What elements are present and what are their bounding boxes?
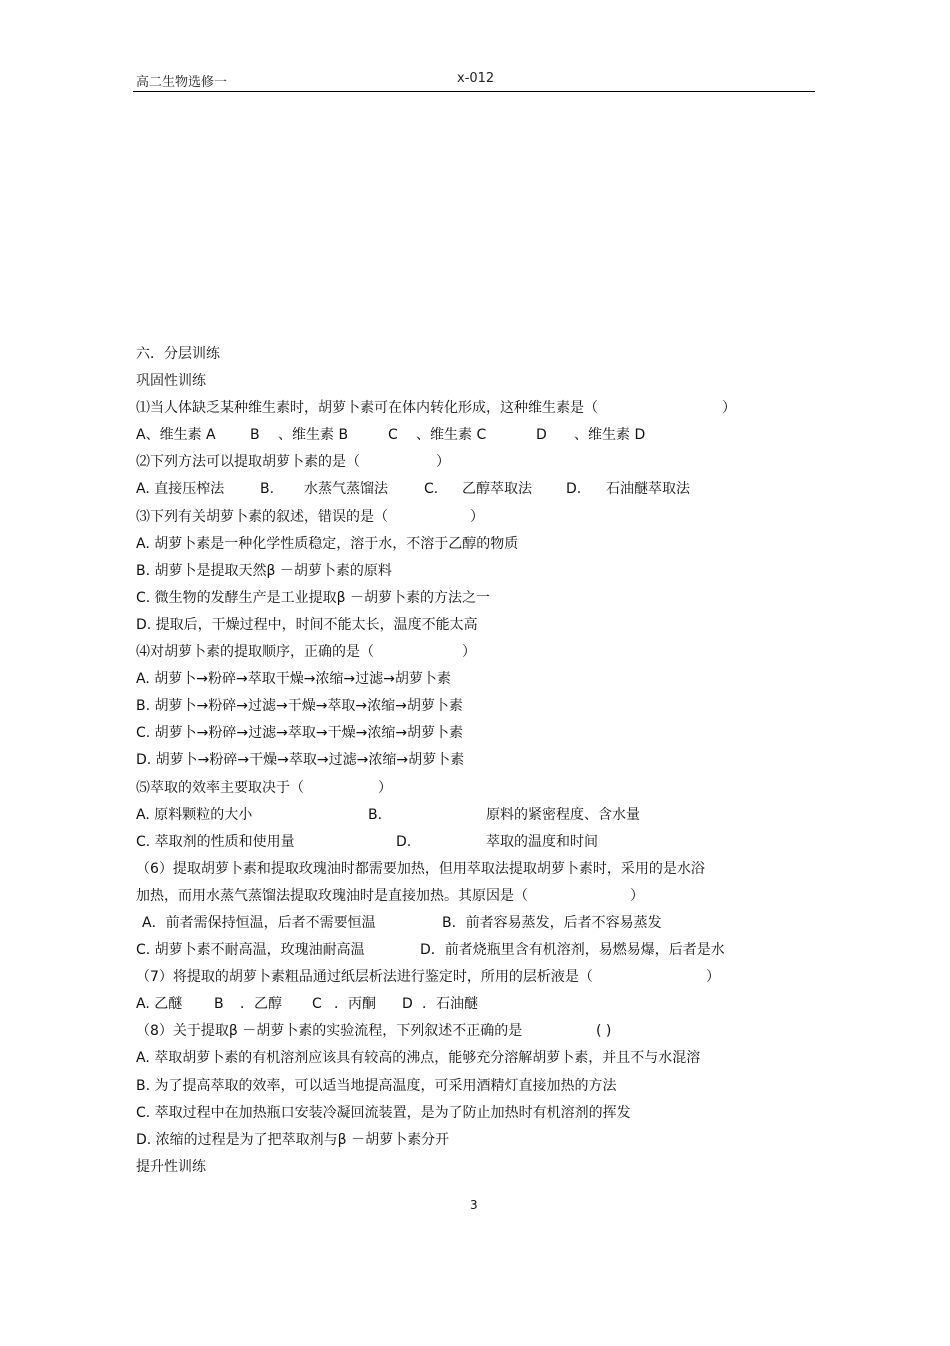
q6-options-ab: A．前者需保持恒温，后者不需要恒温 B．前者容易蒸发，后者不容易蒸发 xyxy=(142,914,662,931)
q5-options-ab: A. 原料颗粒的大小 B. 原料的紧密程度、含水量 xyxy=(136,806,640,823)
q3-option-d: D. 提取后，干燥过程中，时间不能太长，温度不能太高 xyxy=(136,616,478,633)
header-right: x-012 xyxy=(457,71,495,86)
q5-stem: ⑸萃取的效率主要取决于（ ） xyxy=(136,779,392,796)
q8-stem: （8）关于提取β －胡萝卜素的实验流程，下列叙述不正确的是 ( ) xyxy=(136,1023,612,1040)
q3-option-c: C. 微生物的发酵生产是工业提取β －胡萝卜素的方法之一 xyxy=(136,589,491,606)
q4-option-d: D. 胡萝卜→粉碎→干燥→萃取→过滤→浓缩→胡萝卜素 xyxy=(136,752,465,769)
q5-options-cd: C. 萃取剂的性质和使用量 D. 萃取的温度和时间 xyxy=(136,833,598,850)
q6-stem-line2: 加热，而用水蒸气蒸馏法提取玫瑰油时是直接加热。其原因是（ ） xyxy=(136,887,644,904)
header-rule xyxy=(133,91,815,92)
section-title: 六．分层训练 xyxy=(136,346,220,362)
subheading-consolidation: 巩固性训练 xyxy=(136,373,206,390)
q1-options: A、维生素 A B 、维生素 B C 、维生素 C D 、维生素 D xyxy=(136,427,646,444)
q2-options: A. 直接压榨法 B. 水蒸气蒸馏法 C. 乙醇萃取法 D. 石油醚萃取法 xyxy=(136,481,690,498)
q8-option-b: B. 为了提高萃取的效率，可以适当地提高温度，可采用酒精灯直接加热的方法 xyxy=(136,1077,617,1094)
q4-stem: ⑷对胡萝卜素的提取顺序，正确的是（ ） xyxy=(136,644,476,661)
q7-stem: （7）将提取的胡萝卜素粗品通过纸层析法进行鉴定时，所用的层析液是（ ） xyxy=(136,969,720,986)
q4-option-b: B. 胡萝卜→粉碎→过滤→干燥→萃取→浓缩→胡萝卜素 xyxy=(136,698,463,715)
q3-stem: ⑶下列有关胡萝卜素的叙述，错误的是（ ） xyxy=(136,508,484,525)
q8-option-a: A. 萃取胡萝卜素的有机溶剂应该具有较高的沸点，能够充分溶解胡萝卜素，并且不与水混溶 xyxy=(136,1050,701,1067)
q6-stem-line1: （6）提取胡萝卜素和提取玫瑰油时都需要加热，但用萃取法提取胡萝卜素时，采用的是水浴 xyxy=(136,860,705,877)
q2-stem: ⑵下列方法可以提取胡萝卜素的是（ ） xyxy=(136,454,450,471)
q4-option-a: A. 胡萝卜→粉碎→萃取干燥→浓缩→过滤→胡萝卜素 xyxy=(136,671,451,688)
header-left: 高二生物选修一 xyxy=(136,75,228,90)
q7-options: A. 乙醚 B ．乙醇 C ．丙酮 D ．石油醚 xyxy=(136,996,478,1013)
q6-options-cd: C. 胡萝卜素不耐高温，玫瑰油耐高温 D．前者烧瓶里含有机溶剂，易燃易爆，后者是水 xyxy=(136,942,725,959)
q1-stem: ⑴当人体缺乏某种维生素时，胡萝卜素可在体内转化形成，这种维生素是（ ） xyxy=(136,400,736,417)
q4-option-c: C. 胡萝卜→粉碎→过滤→萃取→干燥→浓缩→胡萝卜素 xyxy=(136,725,464,742)
q8-option-c: C. 萃取过程中在加热瓶口安装冷凝回流装置，是为了防止加热时有机溶剂的挥发 xyxy=(136,1104,631,1121)
q3-option-b: B. 胡萝卜是提取天然β －胡萝卜素的原料 xyxy=(136,562,392,579)
page-number: 3 xyxy=(470,1198,478,1212)
exercise-body xyxy=(136,341,816,1181)
q8-option-d: D. 浓缩的过程是为了把萃取剂与β －胡萝卜素分开 xyxy=(136,1131,450,1148)
q3-option-a: A. 胡萝卜素是一种化学性质稳定，溶于水，不溶于乙醇的物质 xyxy=(136,535,519,552)
subheading-improvement: 提升性训练 xyxy=(136,1158,206,1175)
